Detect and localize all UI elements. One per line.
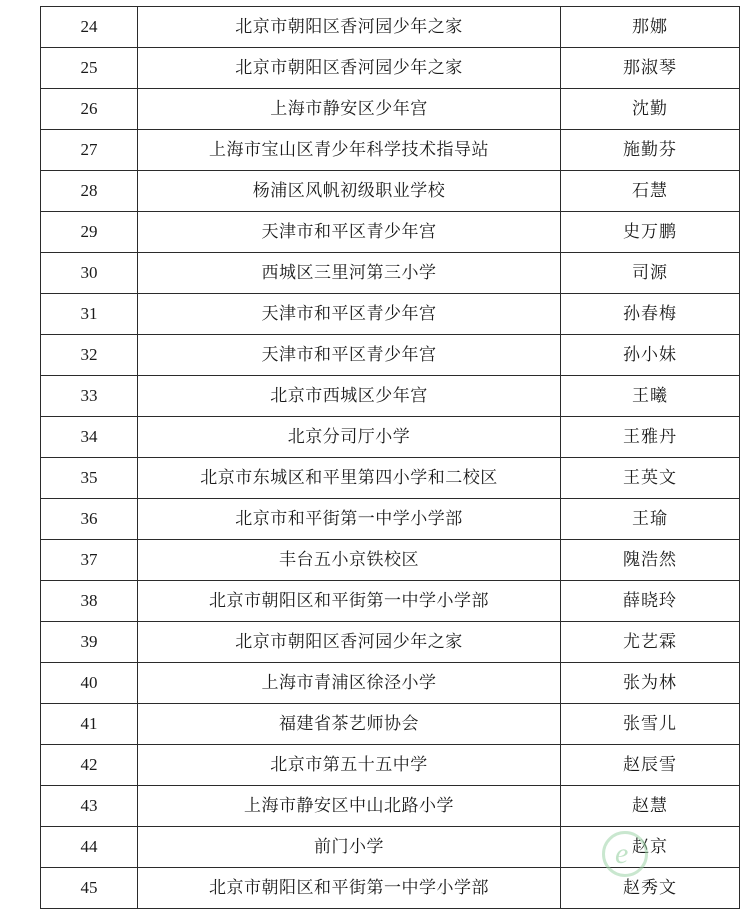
row-organization: 北京市朝阳区香河园少年之家 — [138, 622, 561, 663]
row-name: 史万鹏 — [561, 212, 740, 253]
row-index: 27 — [41, 130, 138, 171]
row-index: 40 — [41, 663, 138, 704]
row-name: 沈勤 — [561, 89, 740, 130]
row-organization: 天津市和平区青少年宫 — [138, 212, 561, 253]
table-row — [41, 499, 740, 540]
table-row — [41, 540, 740, 581]
table-row — [41, 581, 740, 622]
row-name: 施勤芬 — [561, 130, 740, 171]
row-index: 30 — [41, 253, 138, 294]
row-organization: 北京市第五十五中学 — [138, 745, 561, 786]
table-row — [41, 786, 740, 827]
row-name: 赵秀文 — [561, 868, 740, 909]
row-index: 25 — [41, 48, 138, 89]
row-index: 42 — [41, 745, 138, 786]
row-index: 37 — [41, 540, 138, 581]
row-index: 24 — [41, 7, 138, 48]
row-index: 34 — [41, 417, 138, 458]
row-name: 那娜 — [561, 7, 740, 48]
table-row — [41, 827, 740, 868]
table-row — [41, 48, 740, 89]
table-row — [41, 417, 740, 458]
row-organization: 福建省茶艺师协会 — [138, 704, 561, 745]
row-organization: 北京市和平街第一中学小学部 — [138, 499, 561, 540]
row-index: 33 — [41, 376, 138, 417]
row-organization: 前门小学 — [138, 827, 561, 868]
row-organization: 上海市宝山区青少年科学技术指导站 — [138, 130, 561, 171]
row-name: 赵辰雪 — [561, 745, 740, 786]
row-index: 26 — [41, 89, 138, 130]
row-name: 张雪儿 — [561, 704, 740, 745]
table-row — [41, 212, 740, 253]
row-organization: 杨浦区风帆初级职业学校 — [138, 171, 561, 212]
table-row — [41, 89, 740, 130]
table-row — [41, 663, 740, 704]
row-organization: 北京市朝阳区香河园少年之家 — [138, 7, 561, 48]
row-organization: 北京市东城区和平里第四小学和二校区 — [138, 458, 561, 499]
row-organization: 丰台五小京铁校区 — [138, 540, 561, 581]
roster-table-body — [41, 7, 740, 909]
row-name: 尤艺霖 — [561, 622, 740, 663]
row-organization: 西城区三里河第三小学 — [138, 253, 561, 294]
row-index: 35 — [41, 458, 138, 499]
row-organization: 北京市西城区少年宫 — [138, 376, 561, 417]
row-index: 32 — [41, 335, 138, 376]
table-row — [41, 458, 740, 499]
row-name: 王英文 — [561, 458, 740, 499]
table-row — [41, 171, 740, 212]
row-index: 41 — [41, 704, 138, 745]
row-organization: 北京市朝阳区和平街第一中学小学部 — [138, 581, 561, 622]
table-row — [41, 130, 740, 171]
row-name: 张为林 — [561, 663, 740, 704]
row-name: 司源 — [561, 253, 740, 294]
row-organization: 上海市静安区少年宫 — [138, 89, 561, 130]
row-name: 王雅丹 — [561, 417, 740, 458]
row-index: 39 — [41, 622, 138, 663]
row-name: 王瑜 — [561, 499, 740, 540]
row-name: 赵京 — [561, 827, 740, 868]
row-name: 隗浩然 — [561, 540, 740, 581]
row-index: 38 — [41, 581, 138, 622]
table-row — [41, 335, 740, 376]
row-organization: 天津市和平区青少年宫 — [138, 294, 561, 335]
row-name: 薛晓玲 — [561, 581, 740, 622]
table-row — [41, 704, 740, 745]
row-index: 36 — [41, 499, 138, 540]
row-index: 29 — [41, 212, 138, 253]
row-index: 31 — [41, 294, 138, 335]
row-index: 28 — [41, 171, 138, 212]
row-organization: 北京分司厅小学 — [138, 417, 561, 458]
row-index: 45 — [41, 868, 138, 909]
table-row — [41, 622, 740, 663]
row-name: 王曦 — [561, 376, 740, 417]
row-organization: 天津市和平区青少年宫 — [138, 335, 561, 376]
row-name: 孙小妹 — [561, 335, 740, 376]
row-name: 那淑琴 — [561, 48, 740, 89]
row-name: 石慧 — [561, 171, 740, 212]
table-row — [41, 7, 740, 48]
watermark-letter: e — [615, 837, 629, 870]
table-row — [41, 376, 740, 417]
row-organization: 上海市青浦区徐泾小学 — [138, 663, 561, 704]
row-organization: 上海市静安区中山北路小学 — [138, 786, 561, 827]
row-name: 赵慧 — [561, 786, 740, 827]
row-index: 44 — [41, 827, 138, 868]
table-row — [41, 294, 740, 335]
row-organization: 北京市朝阳区和平街第一中学小学部 — [138, 868, 561, 909]
table-row — [41, 868, 740, 909]
roster-table — [40, 6, 740, 909]
row-name: 孙春梅 — [561, 294, 740, 335]
row-index: 43 — [41, 786, 138, 827]
row-organization: 北京市朝阳区香河园少年之家 — [138, 48, 561, 89]
table-row — [41, 745, 740, 786]
table-row — [41, 253, 740, 294]
